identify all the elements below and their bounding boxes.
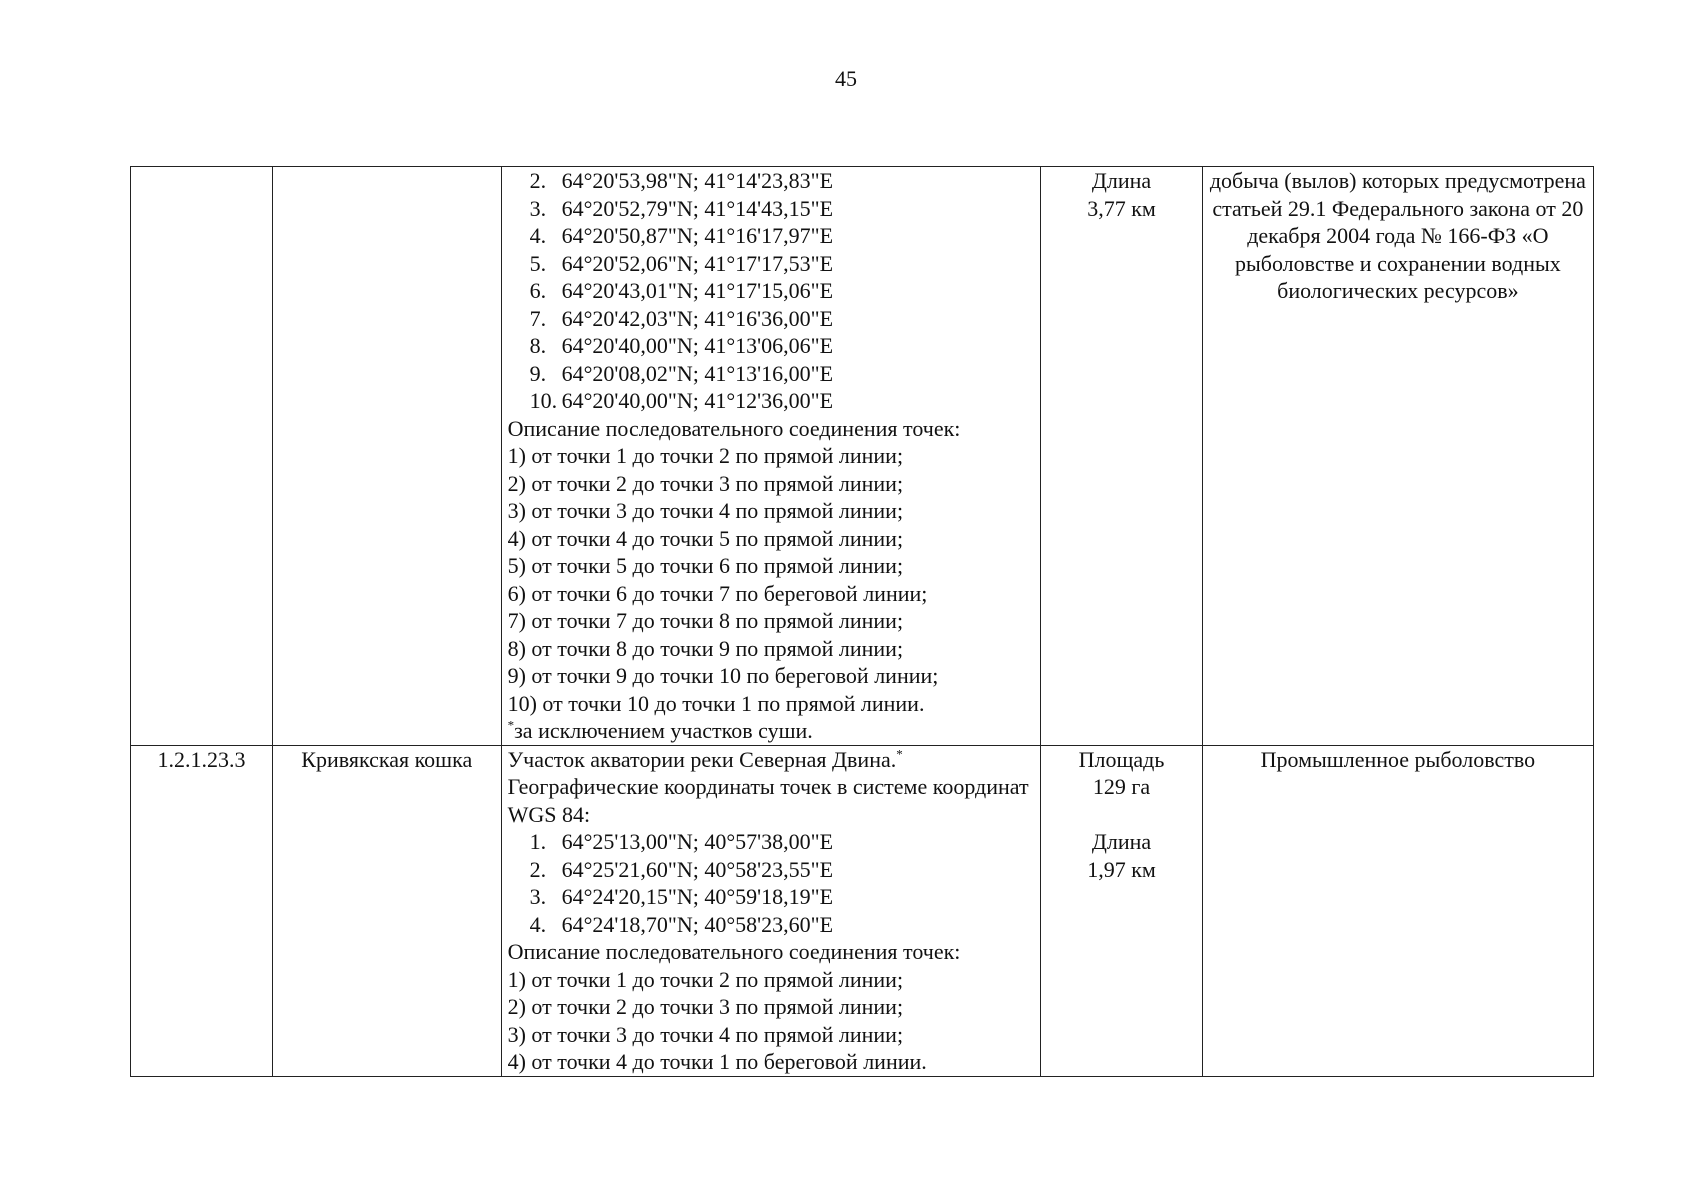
connection-item: 4) от точки 4 до точки 5 по прямой линии; bbox=[507, 525, 904, 551]
length-label: Длина bbox=[1091, 168, 1152, 193]
fishing-areas-table bbox=[130, 166, 1594, 1077]
connection-heading: Описание последовательного соединения точек: bbox=[507, 939, 961, 964]
connection-item: 5) от точки 5 до точки 6 по прямой линии; bbox=[507, 553, 904, 578]
list-item: 4. 64°24'18,70"N; 40°58'23,60"E bbox=[529, 911, 834, 937]
footnote bbox=[508, 717, 1035, 745]
length-label: Длина bbox=[1091, 829, 1152, 854]
spacer bbox=[1047, 801, 1195, 829]
connection-item: 2) от точки 2 до точки 3 по прямой линии; bbox=[507, 994, 904, 1019]
area-description-cell bbox=[501, 745, 1041, 1076]
area-description-cell bbox=[501, 167, 1041, 746]
list-item: 2. 64°25'21,60"N; 40°58'23,55"E bbox=[529, 856, 834, 882]
fishing-type-text: Промышленное рыболовство bbox=[1260, 746, 1536, 772]
list-item: 10. 64°20'40,00"N; 41°12'36,00"E bbox=[529, 388, 834, 413]
fishing-type-cell bbox=[1202, 745, 1593, 1076]
list-item: 6. 64°20'43,01"N; 41°17'15,06"E bbox=[529, 278, 834, 303]
table-row bbox=[131, 167, 1594, 746]
connection-item: 1) от точки 1 до точки 2 по прямой линии; bbox=[507, 443, 904, 468]
footnote-mark: * bbox=[896, 746, 903, 762]
table-row bbox=[131, 745, 1594, 1076]
area-name-cell bbox=[272, 745, 501, 1076]
list-item: 3. 64°24'20,15"N; 40°59'18,19"E bbox=[529, 884, 834, 909]
length-value: 1,97 км bbox=[1087, 856, 1156, 882]
connection-item: 9) от точки 9 до точки 10 по береговой линии; bbox=[507, 663, 939, 688]
connection-item: 7) от точки 7 до точки 8 по прямой линии; bbox=[507, 608, 904, 633]
coordinate-list bbox=[508, 828, 1035, 938]
footnote-text: за исключением участков суши. bbox=[514, 718, 813, 743]
row-number: 1.2.1.23.3 bbox=[157, 746, 246, 772]
list-item: 7. 64°20'42,03"N; 41°16'36,00"E bbox=[529, 305, 834, 331]
connection-item: 1) от точки 1 до точки 2 по прямой линии; bbox=[507, 966, 904, 992]
connection-item: 2) от точки 2 до точки 3 по прямой линии; bbox=[507, 470, 904, 496]
length-value: 3,77 км bbox=[1087, 195, 1156, 221]
connection-item: 6) от точки 6 до точки 7 по береговой линии; bbox=[507, 580, 928, 606]
list-item: 5. 64°20'52,06"N; 41°17'17,53"E bbox=[529, 250, 834, 276]
connection-item: 3) от точки 3 до точки 4 по прямой линии; bbox=[507, 498, 904, 523]
fishing-type-cell bbox=[1202, 167, 1593, 746]
fishing-type-text: добыча (вылов) которых предусмотрена статьей 29.1 Федерального закона от 20 декабря 2004 года № 166-ФЗ «О рыболовстве и сохранении водных биологических ресурсов» bbox=[1209, 168, 1586, 303]
row-number-cell bbox=[131, 745, 273, 1076]
area-size-cell bbox=[1041, 167, 1202, 746]
connection-item: 8) от точки 8 до точки 9 по прямой линии; bbox=[507, 635, 904, 661]
area-name: Кривякская кошка bbox=[301, 746, 473, 772]
coordinate-list bbox=[508, 167, 1035, 415]
row-number-cell bbox=[131, 167, 273, 746]
coordinates-heading: Географические координаты точек в системе координат WGS 84: bbox=[507, 774, 1029, 827]
list-item: 9. 64°20'08,02"N; 41°13'16,00"E bbox=[529, 360, 834, 386]
footnote-mark: * bbox=[507, 717, 515, 733]
list-item: 8. 64°20'40,00"N; 41°13'06,06"E bbox=[529, 333, 834, 358]
connection-item: 3) от точки 3 до точки 4 по прямой линии; bbox=[507, 1021, 904, 1047]
connection-item: 10) от точки 10 до точки 1 по прямой линии. bbox=[507, 690, 925, 716]
area-intro: Участок акватории реки Северная Двина.* bbox=[507, 746, 903, 772]
page-number: 45 bbox=[835, 66, 857, 91]
list-item: 4. 64°20'50,87"N; 41°16'17,97"E bbox=[529, 223, 834, 248]
list-item: 2. 64°20'53,98"N; 41°14'23,83"E bbox=[529, 168, 834, 193]
list-item: 1. 64°25'13,00"N; 40°57'38,00"E bbox=[529, 829, 834, 854]
area-size-cell bbox=[1041, 745, 1202, 1076]
connection-heading: Описание последовательного соединения точек: bbox=[507, 415, 961, 441]
list-item: 3. 64°20'52,79"N; 41°14'43,15"E bbox=[529, 195, 834, 221]
area-value: 129 га bbox=[1092, 774, 1151, 799]
area-name-cell bbox=[272, 167, 501, 746]
area-label: Площадь bbox=[1078, 746, 1165, 772]
connection-item: 4) от точки 4 до точки 1 по береговой линии. bbox=[507, 1049, 927, 1074]
